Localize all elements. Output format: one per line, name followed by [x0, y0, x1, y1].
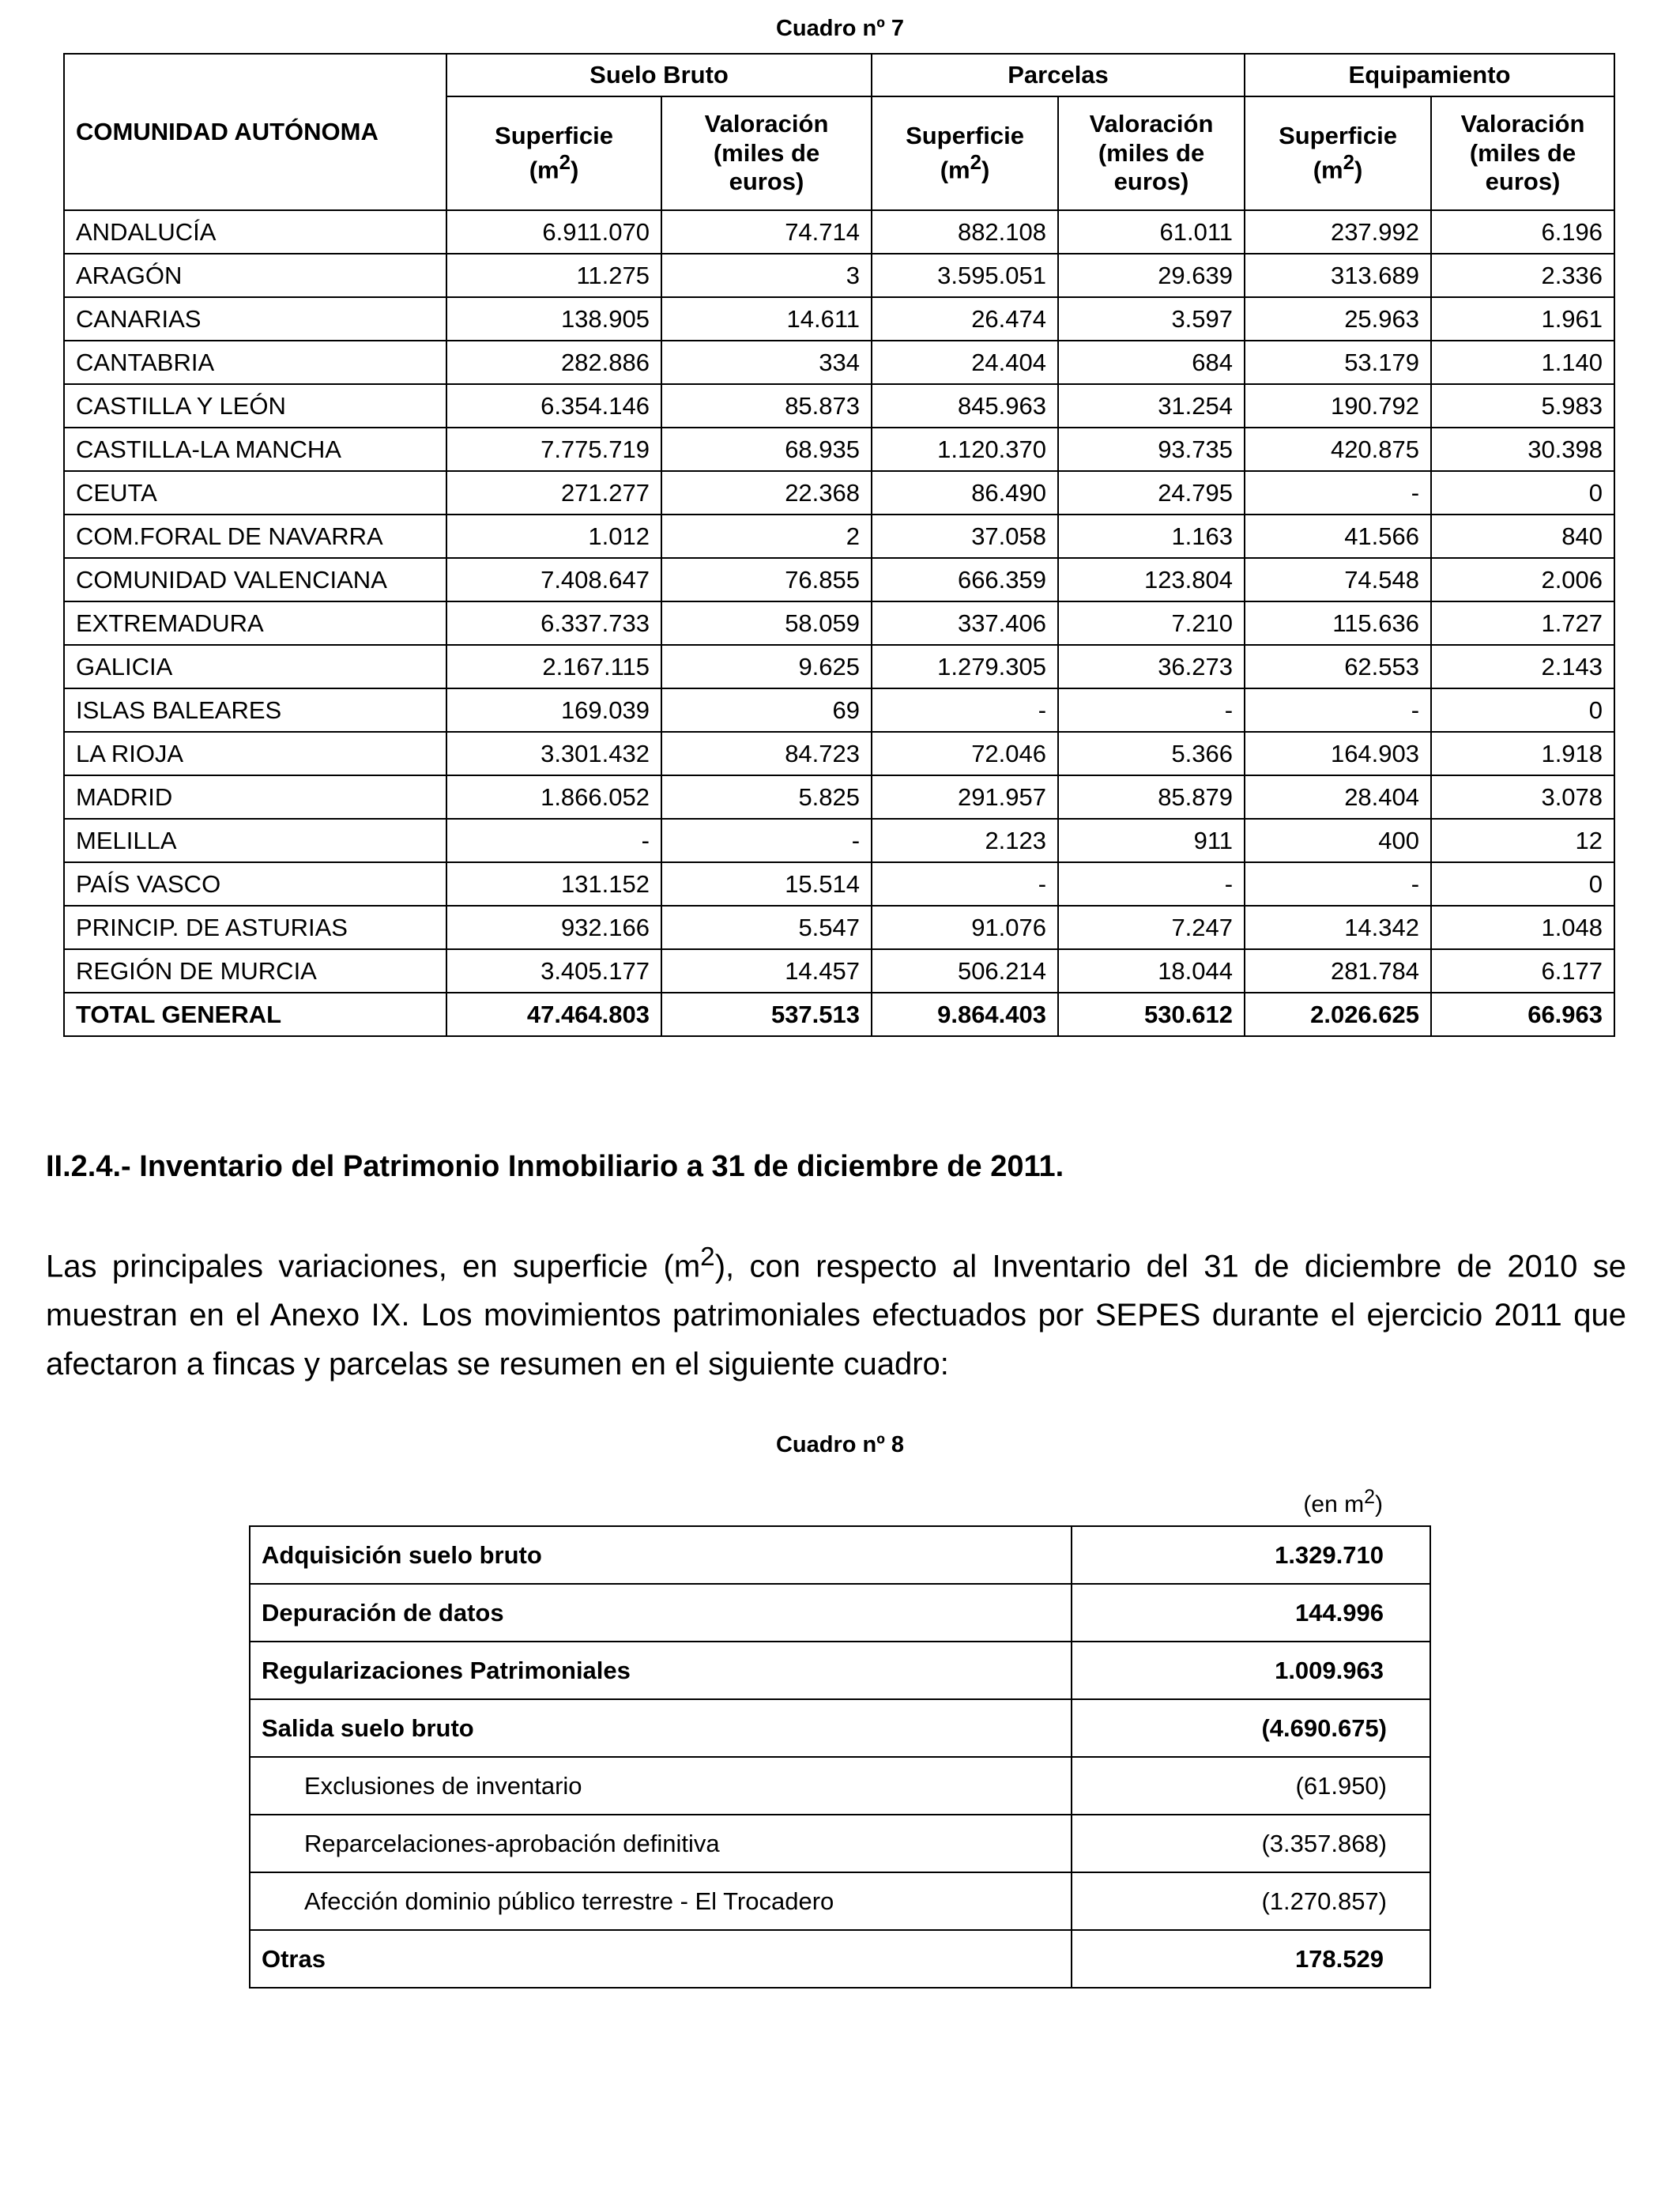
- table-row: [64, 471, 1614, 515]
- value-cell: 123.804: [1058, 558, 1245, 601]
- superficie-label: Superficie: [1279, 122, 1397, 150]
- value-cell: 2: [661, 515, 872, 558]
- cuadro8-row: [250, 1699, 1430, 1757]
- movement-label-cell: Reparcelaciones-aprobación definitiva: [250, 1815, 1072, 1872]
- value-cell: 845.963: [872, 384, 1058, 428]
- value-cell: 24.404: [872, 341, 1058, 384]
- table-row: [64, 428, 1614, 471]
- value-cell: 0: [1431, 688, 1614, 732]
- value-cell: 7.210: [1058, 601, 1245, 645]
- value-cell: 1.163: [1058, 515, 1245, 558]
- paragraph-text-start: Las principales variaciones, en superficie (m: [46, 1249, 701, 1284]
- value-cell: 30.398: [1431, 428, 1614, 471]
- movement-label-cell: Afección dominio público terrestre - El Trocadero: [250, 1872, 1072, 1930]
- table-row: [64, 254, 1614, 297]
- cuadro8-row: [250, 1930, 1430, 1988]
- movement-label-cell: Regularizaciones Patrimoniales: [250, 1642, 1072, 1699]
- table-row: [64, 297, 1614, 341]
- group-header-suelo-bruto: Suelo Bruto: [446, 54, 872, 96]
- region-name-cell: ANDALUCÍA: [64, 210, 446, 254]
- superficie-unit-superscript: 2: [970, 151, 981, 174]
- movement-label-cell: Depuración de datos: [250, 1584, 1072, 1642]
- table-row: [64, 906, 1614, 949]
- superficie-unit-close: ): [981, 156, 990, 184]
- value-cell: 62.553: [1245, 645, 1431, 688]
- value-cell: 58.059: [661, 601, 872, 645]
- value-cell: 6.196: [1431, 210, 1614, 254]
- superficie-unit: (m: [529, 156, 559, 184]
- movement-value-cell: (61.950): [1072, 1757, 1430, 1815]
- table-row: [64, 862, 1614, 906]
- superficie-unit-superscript: 2: [559, 151, 571, 174]
- value-cell: 72.046: [872, 732, 1058, 775]
- region-name-cell: MADRID: [64, 775, 446, 819]
- value-cell: 14.611: [661, 297, 872, 341]
- value-cell: 31.254: [1058, 384, 1245, 428]
- superficie-unit-superscript: 2: [1343, 151, 1354, 174]
- value-cell: 3: [661, 254, 872, 297]
- value-cell: 76.855: [661, 558, 872, 601]
- value-cell: 3.301.432: [446, 732, 661, 775]
- value-cell: 15.514: [661, 862, 872, 906]
- value-cell: 882.108: [872, 210, 1058, 254]
- value-cell: 2.167.115: [446, 645, 661, 688]
- cuadro8-row: [250, 1757, 1430, 1815]
- value-cell: 0: [1431, 862, 1614, 906]
- value-cell: 271.277: [446, 471, 661, 515]
- value-cell: -: [1245, 688, 1431, 732]
- value-cell: 400: [1245, 819, 1431, 862]
- region-name-cell: COMUNIDAD VALENCIANA: [64, 558, 446, 601]
- movement-value-cell: 1.009.963: [1072, 1642, 1430, 1699]
- value-cell: -: [1245, 862, 1431, 906]
- value-cell: 74.548: [1245, 558, 1431, 601]
- value-cell: 61.011: [1058, 210, 1245, 254]
- cuadro7-table: [63, 53, 1615, 1037]
- value-cell: 5.366: [1058, 732, 1245, 775]
- valoracion-header-suelo-bruto: Valoración (miles de euros): [661, 96, 872, 210]
- paragraph-text-end: ), con respecto al Inventario del 31 de diciembre de 2010 se muestran en el Anexo IX. Los movimientos patrimoniales efectuados por SEPES durante el ejercicio 2011 que afectaron a fincas y parcelas se resumen en el siguiente cuadro:: [46, 1249, 1626, 1382]
- value-cell: 1.918: [1431, 732, 1614, 775]
- value-cell: 684: [1058, 341, 1245, 384]
- value-cell: 11.275: [446, 254, 661, 297]
- table-row: [64, 384, 1614, 428]
- superficie-unit-close: ): [1354, 156, 1363, 184]
- region-name-cell: LA RIOJA: [64, 732, 446, 775]
- value-cell: -: [872, 862, 1058, 906]
- value-cell: 3.078: [1431, 775, 1614, 819]
- total-value-cell: 2.026.625: [1245, 993, 1431, 1036]
- value-cell: 131.152: [446, 862, 661, 906]
- movement-value-cell: (1.270.857): [1072, 1872, 1430, 1930]
- region-name-cell: PAÍS VASCO: [64, 862, 446, 906]
- movement-label-cell: Exclusiones de inventario: [250, 1757, 1072, 1815]
- superficie-unit: (m: [940, 156, 970, 184]
- value-cell: 69: [661, 688, 872, 732]
- region-name-cell: CASTILLA-LA MANCHA: [64, 428, 446, 471]
- value-cell: 3.405.177: [446, 949, 661, 993]
- value-cell: 7.408.647: [446, 558, 661, 601]
- table-row: [64, 341, 1614, 384]
- value-cell: 313.689: [1245, 254, 1431, 297]
- value-cell: 1.279.305: [872, 645, 1058, 688]
- table-row: [64, 775, 1614, 819]
- movement-value-cell: 144.996: [1072, 1584, 1430, 1642]
- table-row: [64, 558, 1614, 601]
- value-cell: 36.273: [1058, 645, 1245, 688]
- value-cell: 291.957: [872, 775, 1058, 819]
- value-cell: 2.123: [872, 819, 1058, 862]
- value-cell: 93.735: [1058, 428, 1245, 471]
- value-cell: -: [1245, 471, 1431, 515]
- value-cell: 932.166: [446, 906, 661, 949]
- value-cell: -: [1058, 862, 1245, 906]
- cuadro7-caption: Cuadro nº 7: [775, 16, 905, 41]
- value-cell: 1.866.052: [446, 775, 661, 819]
- valoracion-header-equipamiento: Valoración (miles de euros): [1431, 96, 1614, 210]
- movement-label-cell: Otras: [250, 1930, 1072, 1988]
- value-cell: 3.595.051: [872, 254, 1058, 297]
- value-cell: 85.873: [661, 384, 872, 428]
- value-cell: 5.825: [661, 775, 872, 819]
- movement-value-cell: (3.357.868): [1072, 1815, 1430, 1872]
- value-cell: 91.076: [872, 906, 1058, 949]
- value-cell: -: [661, 819, 872, 862]
- cuadro8-row: [250, 1815, 1430, 1872]
- table-row: [64, 732, 1614, 775]
- group-header-parcelas: Parcelas: [872, 54, 1245, 96]
- value-cell: 911: [1058, 819, 1245, 862]
- value-cell: 53.179: [1245, 341, 1431, 384]
- cuadro8-table: [249, 1525, 1431, 1989]
- value-cell: 2.336: [1431, 254, 1614, 297]
- value-cell: 68.935: [661, 428, 872, 471]
- value-cell: 666.359: [872, 558, 1058, 601]
- value-cell: 2.143: [1431, 645, 1614, 688]
- table-row: [64, 601, 1614, 645]
- value-cell: -: [872, 688, 1058, 732]
- value-cell: 169.039: [446, 688, 661, 732]
- value-cell: 1.140: [1431, 341, 1614, 384]
- value-cell: 6.354.146: [446, 384, 661, 428]
- value-cell: 1.727: [1431, 601, 1614, 645]
- value-cell: 1.048: [1431, 906, 1614, 949]
- value-cell: 334: [661, 341, 872, 384]
- value-cell: 6.337.733: [446, 601, 661, 645]
- value-cell: 28.404: [1245, 775, 1431, 819]
- unit-text-close: ): [1375, 1491, 1383, 1517]
- cuadro8-caption: Cuadro nº 8: [775, 1432, 905, 1457]
- superficie-label: Superficie: [495, 122, 613, 150]
- value-cell: 9.625: [661, 645, 872, 688]
- table-row: [64, 645, 1614, 688]
- region-name-cell: CASTILLA Y LEÓN: [64, 384, 446, 428]
- value-cell: 14.342: [1245, 906, 1431, 949]
- value-cell: 25.963: [1245, 297, 1431, 341]
- total-value-cell: 537.513: [661, 993, 872, 1036]
- value-cell: 22.368: [661, 471, 872, 515]
- region-name-cell: ARAGÓN: [64, 254, 446, 297]
- region-name-cell: CANARIAS: [64, 297, 446, 341]
- cuadro8-row: [250, 1872, 1430, 1930]
- value-cell: -: [1058, 688, 1245, 732]
- value-cell: 164.903: [1245, 732, 1431, 775]
- total-value-cell: 47.464.803: [446, 993, 661, 1036]
- table-row: [64, 515, 1614, 558]
- region-name-cell: ISLAS BALEARES: [64, 688, 446, 732]
- value-cell: 41.566: [1245, 515, 1431, 558]
- value-cell: 6.911.070: [446, 210, 661, 254]
- table-row: [64, 210, 1614, 254]
- group-header-equipamiento: Equipamiento: [1245, 54, 1614, 96]
- table-row: [64, 688, 1614, 732]
- value-cell: 2.006: [1431, 558, 1614, 601]
- total-value-cell: 66.963: [1431, 993, 1614, 1036]
- superficie-header-equipamiento: [1245, 96, 1431, 210]
- cuadro8-row: [250, 1526, 1430, 1584]
- value-cell: 12: [1431, 819, 1614, 862]
- value-cell: 420.875: [1245, 428, 1431, 471]
- value-cell: 5.983: [1431, 384, 1614, 428]
- value-cell: 29.639: [1058, 254, 1245, 297]
- region-name-cell: CEUTA: [64, 471, 446, 515]
- value-cell: 281.784: [1245, 949, 1431, 993]
- cuadro8-row: [250, 1642, 1430, 1699]
- value-cell: 85.879: [1058, 775, 1245, 819]
- region-name-cell: CANTABRIA: [64, 341, 446, 384]
- paragraph-superscript: 2: [700, 1242, 715, 1272]
- total-label-cell: TOTAL GENERAL: [64, 993, 446, 1036]
- value-cell: 37.058: [872, 515, 1058, 558]
- value-cell: 138.905: [446, 297, 661, 341]
- cuadro8-row: [250, 1584, 1430, 1642]
- value-cell: 1.120.370: [872, 428, 1058, 471]
- value-cell: 74.714: [661, 210, 872, 254]
- value-cell: 237.992: [1245, 210, 1431, 254]
- movement-value-cell: 1.329.710: [1072, 1526, 1430, 1584]
- superficie-header-parcelas: [872, 96, 1058, 210]
- region-name-cell: REGIÓN DE MURCIA: [64, 949, 446, 993]
- value-cell: 26.474: [872, 297, 1058, 341]
- value-cell: 7.775.719: [446, 428, 661, 471]
- region-name-cell: MELILLA: [64, 819, 446, 862]
- value-cell: 282.886: [446, 341, 661, 384]
- superficie-label: Superficie: [906, 122, 1024, 150]
- region-name-cell: EXTREMADURA: [64, 601, 446, 645]
- value-cell: 7.247: [1058, 906, 1245, 949]
- movement-value-cell: 178.529: [1072, 1930, 1430, 1988]
- section-heading: II.2.4.- Inventario del Patrimonio Inmobiliario a 31 de diciembre de 2011.: [46, 1150, 1064, 1183]
- value-cell: 86.490: [872, 471, 1058, 515]
- total-row: [64, 993, 1614, 1036]
- movement-label-cell: Salida suelo bruto: [250, 1699, 1072, 1757]
- movement-label-cell: Adquisición suelo bruto: [250, 1526, 1072, 1584]
- value-cell: 5.547: [661, 906, 872, 949]
- value-cell: -: [446, 819, 661, 862]
- value-cell: 0: [1431, 471, 1614, 515]
- movement-value-cell: (4.690.675): [1072, 1699, 1430, 1757]
- valoracion-header-parcelas: Valoración (miles de euros): [1058, 96, 1245, 210]
- table-row: [64, 949, 1614, 993]
- value-cell: 840: [1431, 515, 1614, 558]
- region-name-cell: PRINCIP. DE ASTURIAS: [64, 906, 446, 949]
- value-cell: 115.636: [1245, 601, 1431, 645]
- superficie-unit: (m: [1313, 156, 1343, 184]
- table-row: [64, 819, 1614, 862]
- value-cell: 1.012: [446, 515, 661, 558]
- region-column-header: COMUNIDAD AUTÓNOMA: [64, 54, 446, 210]
- superficie-unit-close: ): [570, 156, 579, 184]
- value-cell: 18.044: [1058, 949, 1245, 993]
- value-cell: 337.406: [872, 601, 1058, 645]
- total-value-cell: 9.864.403: [872, 993, 1058, 1036]
- cuadro8-unit-label: [1280, 1486, 1383, 1518]
- value-cell: 1.961: [1431, 297, 1614, 341]
- value-cell: 84.723: [661, 732, 872, 775]
- intro-paragraph: [46, 1233, 1626, 1389]
- total-value-cell: 530.612: [1058, 993, 1245, 1036]
- value-cell: 3.597: [1058, 297, 1245, 341]
- value-cell: 190.792: [1245, 384, 1431, 428]
- region-name-cell: GALICIA: [64, 645, 446, 688]
- superficie-header-suelo-bruto: [446, 96, 661, 210]
- unit-text: (en m: [1303, 1491, 1365, 1517]
- unit-superscript: 2: [1364, 1486, 1375, 1508]
- value-cell: 6.177: [1431, 949, 1614, 993]
- value-cell: 14.457: [661, 949, 872, 993]
- value-cell: 506.214: [872, 949, 1058, 993]
- region-name-cell: COM.FORAL DE NAVARRA: [64, 515, 446, 558]
- value-cell: 24.795: [1058, 471, 1245, 515]
